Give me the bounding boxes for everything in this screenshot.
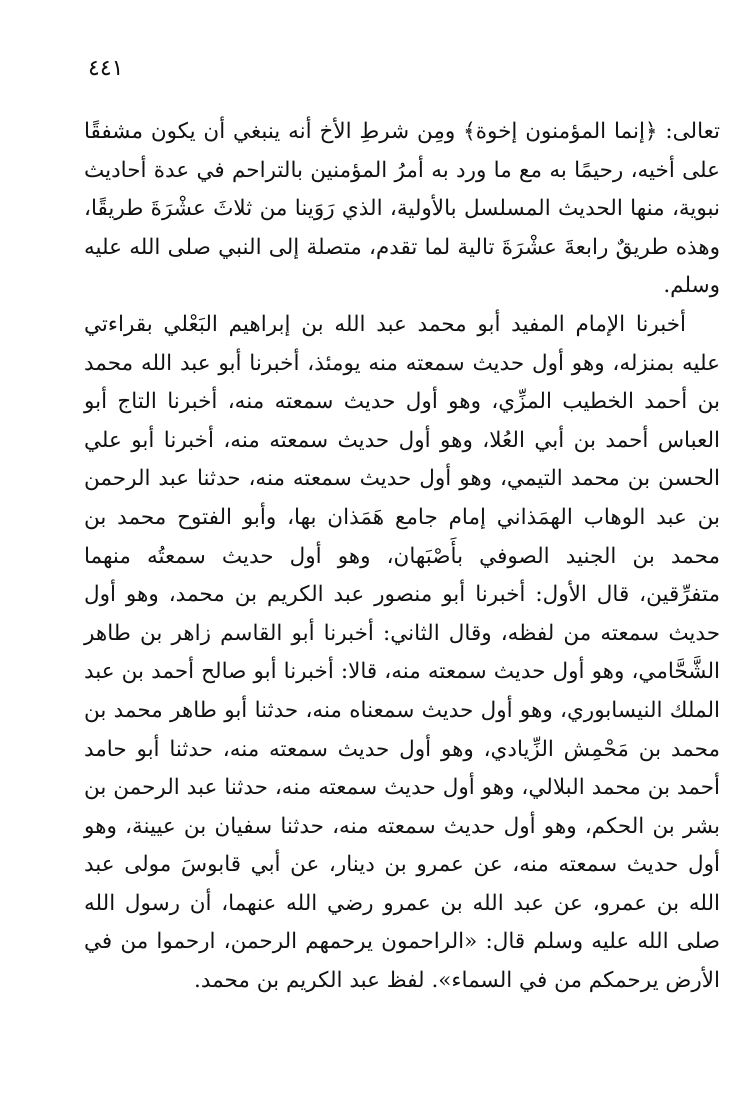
paragraph-hadith-chain: أخبرنا الإمام المفيد أبو محمد عبد الله بن إبراهيم البَعْلي بقراءتي عليه بمنزله، وهو أول حديث سمعته منه يومئذ، أخبرنا أبو عبد الله محمد بن أحمد الخطيب المزِّي، وهو أول حديث سمعته منه، أخبرنا التاج أبو العباس أحمد بن أبي العُلا، وهو أول حديث سمعته منه، أخبرنا أبو علي الحسن بن محمد التيمي، وهو أول حديث سمعته منه، حدثنا عبد الرحمن بن عبد الوهاب الهمَذاني إمام جامع هَمَذان بها، وأبو الفتوح محمد بن محمد بن الجنيد الصوفي بأَصْبَهان، وهو أول حديث سمعتُه منهما متفرِّقين، قال الأول: أخبرنا أبو منصور عبد الكريم بن محمد، وهو أول حديث سمعته من لفظه، وقال الثاني: أخبرنا أبو القاسم زاهر بن طاهر الشَّحَّامي، وهو أول حديث سمعته منه، قالا: أخبرنا أبو صالح أحمد بن عبد الملك النيسابوري، وهو أول حديث سمعناه منه، حدثنا أبو طاهر محمد بن محمد بن مَحْمِش الزِّيادي، وهو أول حديث سمعته منه، حدثنا أبو حامد أحمد بن محمد البلالي، وهو أول حديث سمعته منه، حدثنا عبد الرحمن بن بشر بن الحكم، وهو أول حديث سمعته منه، حدثنا سفيان بن عيينة، وهو أول حديث سمعته منه، عن عمرو بن دينار، عن أبي قابوسَ مولى عبد الله بن عمرو، عن عبد الله بن عمرو رضي الله عنهما، أن رسول الله صلى الله عليه وسلم قال: «الراحمون يرحمهم الرحمن، ارحموا من في الأرض يرحمكم من في السماء». لفظ عبد الكريم بن محمد.	[84, 311, 720, 994]
body-text	[84, 113, 720, 1001]
paragraph-intro: تعالى: ﴿إنما المؤمنون إخوة﴾ ومِن شرطِ الأخ أنه ينبغي أن يكون مشفقًا على أخيه، رحيمًا به مع ما ورد به أمرُ المؤمنين بالتراحم في عدة أحاديث نبوية، منها الحديث المسلسل بالأولية، الذي رَوَينا من ثلاثَ عشْرَةَ طريقًا، وهذه طريقٌ رابعةَ عشْرَةَ تالية لما تقدم، متصلة إلى النبي صلى الله عليه وسلم.	[84, 119, 720, 299]
page-number: ٤٤١	[88, 56, 124, 81]
